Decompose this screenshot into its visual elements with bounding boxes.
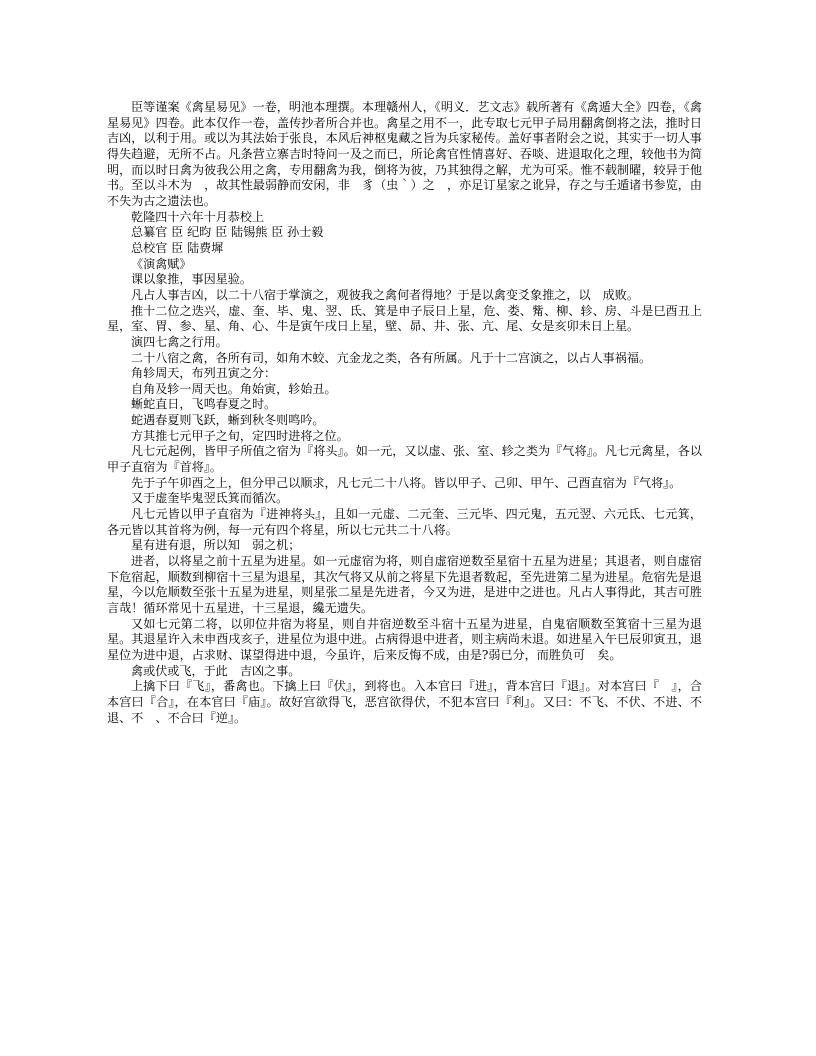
paragraph-date-line: 乾隆四十六年十月恭校上 [131,209,265,224]
paragraph-commentary-5: 蛇遇春夏则飞跃，蜥到秋冬则鸣吟。 [131,413,325,428]
paragraph-chief-compilers: 总纂官 臣 纪昀 臣 陆锡熊 臣 孙士毅 [131,225,324,240]
paragraph-commentary-7: 先于子午卯酉之上，但分甲己以顺求，凡七元二十八将。皆以甲子、己卯、甲午、己酉直宿为『气将』。 [131,475,682,490]
paragraph-verse-7: 星有进有退，所以知 弱之机； [131,538,301,553]
paragraph-verse-3: 角轸周天，布列丑寅之分： [131,366,277,381]
paragraph-verse-5: 方其推七元甲子之旬，定四时进将之位。 [131,428,349,443]
paragraph-verse-2: 演四七禽之行用。 [131,334,228,349]
paragraph-commentary-4: 自角及轸一周天也。角始寅，轸始丑。 [131,381,337,396]
paragraph-commentary-8: 凡七元皆以甲子直宿为『进神将头』，且如一元虚、二元奎、三元毕、四元鬼，五元翌、六元氐、七元箕，各元皆以其首将为例，每一元有四个将星，所以七元共二十八将。 [107,507,702,537]
paragraph-verse-6: 又于虚奎毕鬼翌氐箕而循次。 [131,491,289,506]
paragraph-commentary-3: 二十八宿之禽，各所有司，如角木蛟、亢金龙之类，各有所属。凡于十二宫演之，以占人事祸福。 [131,350,652,365]
paragraph-commentary-1: 凡占人事吉凶，以二十八宿于掌演之，观彼我之禽何者得地？于是以禽变爻象推之，以 成败。 [131,287,639,302]
paragraph-section-title-yanqinfu: 《演禽赋》 [131,256,192,271]
paragraph-commentary-6: 凡七元起例，皆甲子所值之宿为『将头』。如一元，又以虚、张、室、轸之类为『气将』。凡七元禽星，各以甲子直宿为『首将』。 [107,444,702,475]
paragraph-commentary-9: 进者，以将星之前十五星为进星。如一元虚宿为将，则自虚宿逆数至星宿十五星为进星；其退者，则自虚宿下危宿起，顺数到柳宿十三星为退星，其次气将又从前之将星下先退者数起，至先进第二星为进星。危宿先是退星，今以危顺数至张十五星为进星，则星张二星是先进者，今又为进，是进中之进也。凡占人事得此，其吉可胜言哉！循环常见十五星进，十三星退，纔无遗失。 [107,554,702,615]
paragraph-commentary-11: 上擒下曰『飞』，番禽也。下擒上曰『伏』，到将也。入本官曰『进』，背本宫曰『退』。对本宫曰『 』，合本宫曰『合』，在本官曰『庙』。故好宫欲得飞，恶宫欲得伏，不犯本宫曰『利』。又曰：不飞、不伏、不进、不退、不 、不合曰『逆』。 [107,679,702,725]
paragraph-commentary-10: 又如七元第二将，以卯位井宿为将星，则自井宿逆数至斗宿十五星为进星，自鬼宿顺数至箕宿十三星为退星。其退星许入未申酉戌亥子，进星位为退中进。占病得退中进者，则主病尚未退。如进星入午巳辰卯寅丑，退星位为进中退，占求财、谋望得进中退，今虽许，后来反悔不成，由是?弱已分，而胜负可 矣。 [107,616,702,662]
paragraph-verse-1: 课以象推，事因星验。 [131,272,252,287]
paragraph-verse-8: 禽或伏或飞，于此 吉凶之事。 [131,663,301,678]
paragraph-verse-4: 蜥蛇直日，飞鸣春夏之时。 [131,397,277,412]
text-column [107,100,702,726]
paragraph-commentary-2: 推十二位之迭兴，虚、奎、毕、鬼、翌、氐、箕是申子辰日上星，危、娄、觜、柳、轸、房、斗是巳酉丑上星，室、胃、参、星、角、心、牛是寅午戌日上星，壁、昴、井、张、亢、尾、女是亥卯未日上星。 [107,303,702,334]
paragraph-preface-memorial: 臣等谨案《禽星易见》一卷，明池本理撰。本理赣州人，《明义．艺文志》载所著有《禽遁大全》四卷，《禽星易见》四卷。此本仅作一卷，盖传抄者所合并也。禽星之用不一，此专取七元甲子局用翻禽倒将之法，推时日吉凶，以利于用。或以为其法始于张良，本风后神枢鬼藏之旨为兵家秘传。盖好事者附会之说，其实于一切人事得失趋避，无所不占。凡条营立寨吉时特问一及之而已，所论禽官性情喜好、吞啖、进退取化之理，较他书为简明，而以时日禽为彼我公用之禽，专用翻禽为我，倒将为彼，乃其独得之解，尤为可采。惟不载制曜，较异于他书。至以斗木为 ，故其性最弱静而安闲，非 豸（虫｀）之 ，亦足订星家之讹异，存之与壬遁诸书参览，由不失为古之遗法也。 [107,100,702,208]
paragraph-chief-proofreader: 总校官 臣 陆费墀 [131,240,224,255]
